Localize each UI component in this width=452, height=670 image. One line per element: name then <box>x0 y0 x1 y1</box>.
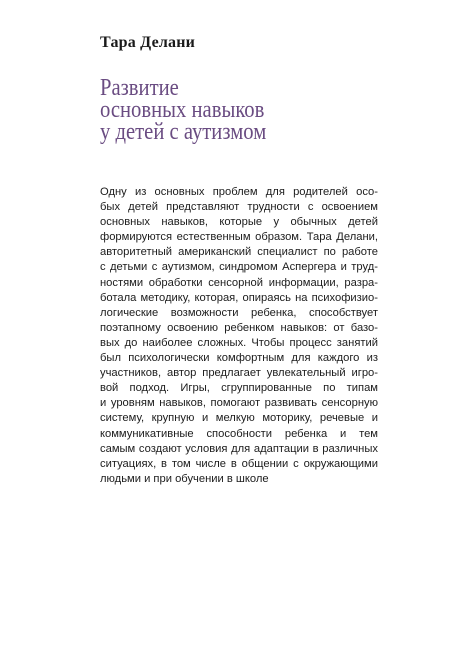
author-name: Тара Делани <box>100 34 196 51</box>
description-line: вой подход. Игры, сгруппированные по типам <box>100 382 378 395</box>
book-title <box>100 77 358 143</box>
description-line: участников, автор предлагает увлекательный игро- <box>100 367 378 380</box>
description-line: поэтапному освоению ребенком навыков: от базо- <box>100 321 378 334</box>
description-line: и уровням навыков, помогают развивать сенсорную <box>100 397 378 410</box>
description-line: ситуациях, в том числе в общении с окружающими <box>100 457 378 470</box>
description-line: авторитетный американский специалист по работе <box>100 246 378 259</box>
description-line: Одну из основных проблем для родителей осо- <box>100 186 378 198</box>
description-line: самым создают условия для адаптации в различных <box>100 442 378 455</box>
description-line: людьми и при обучении в школе <box>100 472 269 485</box>
description-line: вых до наиболее сложных. Чтобы процесс занятий <box>100 336 378 349</box>
title-line: у детей с аутизмом <box>100 119 267 145</box>
description-line: основных навыков, которые у обычных детей <box>100 216 378 229</box>
description-line: формируются естественным образом. Тара Делани, <box>100 231 378 244</box>
description-line: бых детей представляют трудности с освоением <box>100 201 378 214</box>
title-line: основных навыков <box>100 97 265 123</box>
description-line: был психологически комфортным для каждого из <box>100 352 378 365</box>
title-line: Развитие <box>100 75 179 101</box>
description-line: ботала методику, которая, опираясь на психофизио- <box>100 291 378 304</box>
description-line: с детьми с аутизмом, синдромом Аспергера и труд- <box>100 261 378 274</box>
description-line: коммуникативные способности ребенка и тем <box>100 427 378 440</box>
book-description <box>100 185 378 487</box>
description-line: логические возможности ребенка, способствует <box>100 306 378 319</box>
description-line: систему, крупную и мелкую моторику, речевые и <box>100 412 378 425</box>
description-line: ностями обработки сенсорной информации, разра- <box>100 276 378 289</box>
